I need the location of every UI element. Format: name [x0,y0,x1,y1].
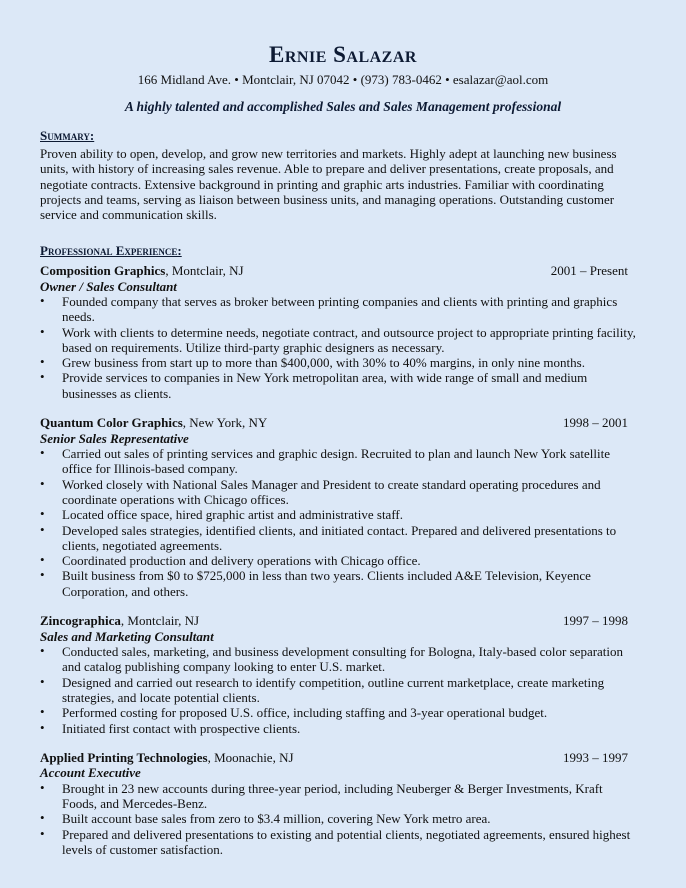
job-entry [40,750,640,857]
bullet-text: Performed costing for proposed U.S. office, including staffing and 3-year operational budget. [62,705,548,721]
bullet-text: Brought in 23 new accounts during three-year period, including Neuberger & Berger Investments, Kraft Foods, and Mercedes-Benz. [62,780,603,812]
bullet-text: Coordinated production and delivery operations with Chicago office. [62,553,421,569]
bullet-text: Designed and carried out research to identify competition, outline current marketplace, create marketing strategies, and locate potential clients. [62,674,605,705]
bullet-icon: • [40,673,45,689]
bullet-item [40,507,640,522]
bullet-text: Grew business from start up to more than $400,000, with 30% to 40% margins, in only nine months. [62,355,585,371]
experience-section [40,243,640,857]
job-header [40,415,640,431]
bullet-icon: • [40,521,45,537]
bullet-icon: • [40,567,45,583]
job-entry [40,415,640,599]
job-title: Owner / Sales Consultant [40,278,177,294]
bullet-icon: • [40,825,45,841]
bullet-item [40,355,640,370]
job-entry [40,613,640,736]
tagline: A highly talented and accomplished Sales and Sales Management professional [124,99,562,114]
job-dates: 2001 – Present [550,263,628,278]
bullet-item [40,477,640,508]
bullet-text: Initiated first contact with prospective clients. [62,720,301,736]
bullet-icon: • [40,719,45,735]
summary-text: Proven ability to open, develop, and grow new territories and markets. Highly adept at launching new business units, with history of increasing sales revenue. Able to prepare and deliver presentations, create proposals, and negotiate contracts. Extensive background in printing and graphic arts industries. Familiar with coordinating projects and teams, serving as liaison between business units, and managing operations. Outstanding customer service and communication skills. [40,146,617,223]
bullet-text: Built business from $0 to $725,000 in less than two years. Clients included A&E Television, Keyence Corporation, and others. [62,568,591,599]
bullet-item [40,781,640,812]
company-name: Quantum Color Graphics [40,415,183,431]
bullet-item [40,644,640,675]
bullet-item [40,568,640,599]
bullet-item [40,523,640,554]
company-name: Applied Printing Technologies [40,749,208,765]
bullet-text: Prepared and delivered presentations to existing and potential clients, negotiated agreements, ensured highest levels of customer satisfaction. [62,826,631,858]
company-location: , New York, NY [182,415,268,431]
candidate-name: Ernie Salazar [269,42,417,67]
job-bullets [40,781,640,857]
bullet-item [40,294,640,325]
job-dates: 1998 – 2001 [563,415,628,431]
experience-heading: Professional Experience: [40,243,182,258]
bullet-item [40,705,640,720]
summary-section [40,128,640,222]
bullet-icon: • [40,552,45,568]
company-name: Composition Graphics [40,263,166,278]
bullet-icon: • [40,643,45,659]
bullet-text: Carried out sales of printing services and graphic design. Recruited to plan and launch New York satellite office for Illinois-based company. [62,446,611,477]
bullet-item [40,827,640,858]
bullet-text: Built account base sales from zero to $3.4 million, covering New York metro area. [62,811,491,827]
bullet-icon: • [40,369,45,385]
bullet-text: Located office space, hired graphic artist and administrative staff. [62,507,403,523]
bullet-icon: • [40,704,45,720]
job-dates: 1997 – 1998 [563,613,628,629]
bullet-text: Provide services to companies in New York metropolitan area, with wide range of small and medium businesses as clients. [62,370,588,401]
job-header [40,750,640,766]
job-bullets [40,294,640,401]
bullet-item [40,446,640,477]
bullet-icon: • [40,475,45,491]
company-location: , Montclair, NJ [120,613,200,629]
company-name: Zincographica [40,613,121,629]
job-header [40,613,640,629]
bullet-icon: • [40,323,45,339]
job-list [40,263,640,857]
company-location: , Moonachie, NJ [207,749,294,765]
bullet-text: Conducted sales, marketing, and business development consulting for Bologna, Italy-based color separation and catalog publishing company looking to enter U.S. market. [62,644,624,675]
company-location: , Montclair, NJ [165,263,244,278]
bullet-text: Founded company that serves as broker between printing companies and clients with printing and graphics needs. [62,294,618,325]
bullet-text: Developed sales strategies, identified clients, and initiated contact. Prepared and delivered presentations to clients, negotiated agreements. [62,522,617,553]
bullet-item [40,553,640,568]
summary-heading: Summary: [40,128,95,143]
bullet-item [40,675,640,706]
bullet-item [40,370,640,401]
bullet-icon: • [40,293,45,308]
bullet-icon: • [40,506,45,522]
job-title: Senior Sales Representative [40,430,189,446]
job-bullets [40,644,640,736]
job-header [40,263,640,279]
bullet-icon: • [40,445,45,461]
bullet-text: Worked closely with National Sales Manager and President to create standard operating procedures and coordinate operations with Chicago offices. [62,476,601,507]
bullet-item [40,721,640,736]
job-title: Account Executive [40,765,141,781]
job-entry [40,263,640,401]
bullet-item [40,325,640,356]
job-bullets [40,446,640,599]
job-dates: 1993 – 1997 [563,749,628,765]
bullet-item [40,811,640,826]
job-title: Sales and Marketing Consultant [40,628,214,644]
contact-line: 166 Midland Ave. • Montclair, NJ 07042 • (973) 783-0462 • esalazar@aol.com [137,72,549,87]
bullet-icon: • [40,779,45,795]
bullet-icon: • [40,810,45,826]
bullet-icon: • [40,354,45,370]
bullet-text: Work with clients to determine needs, negotiate contract, and outsource project to appropriate printing facility, based on requirements. Utilize third-party graphic designers as necessary. [62,324,636,355]
